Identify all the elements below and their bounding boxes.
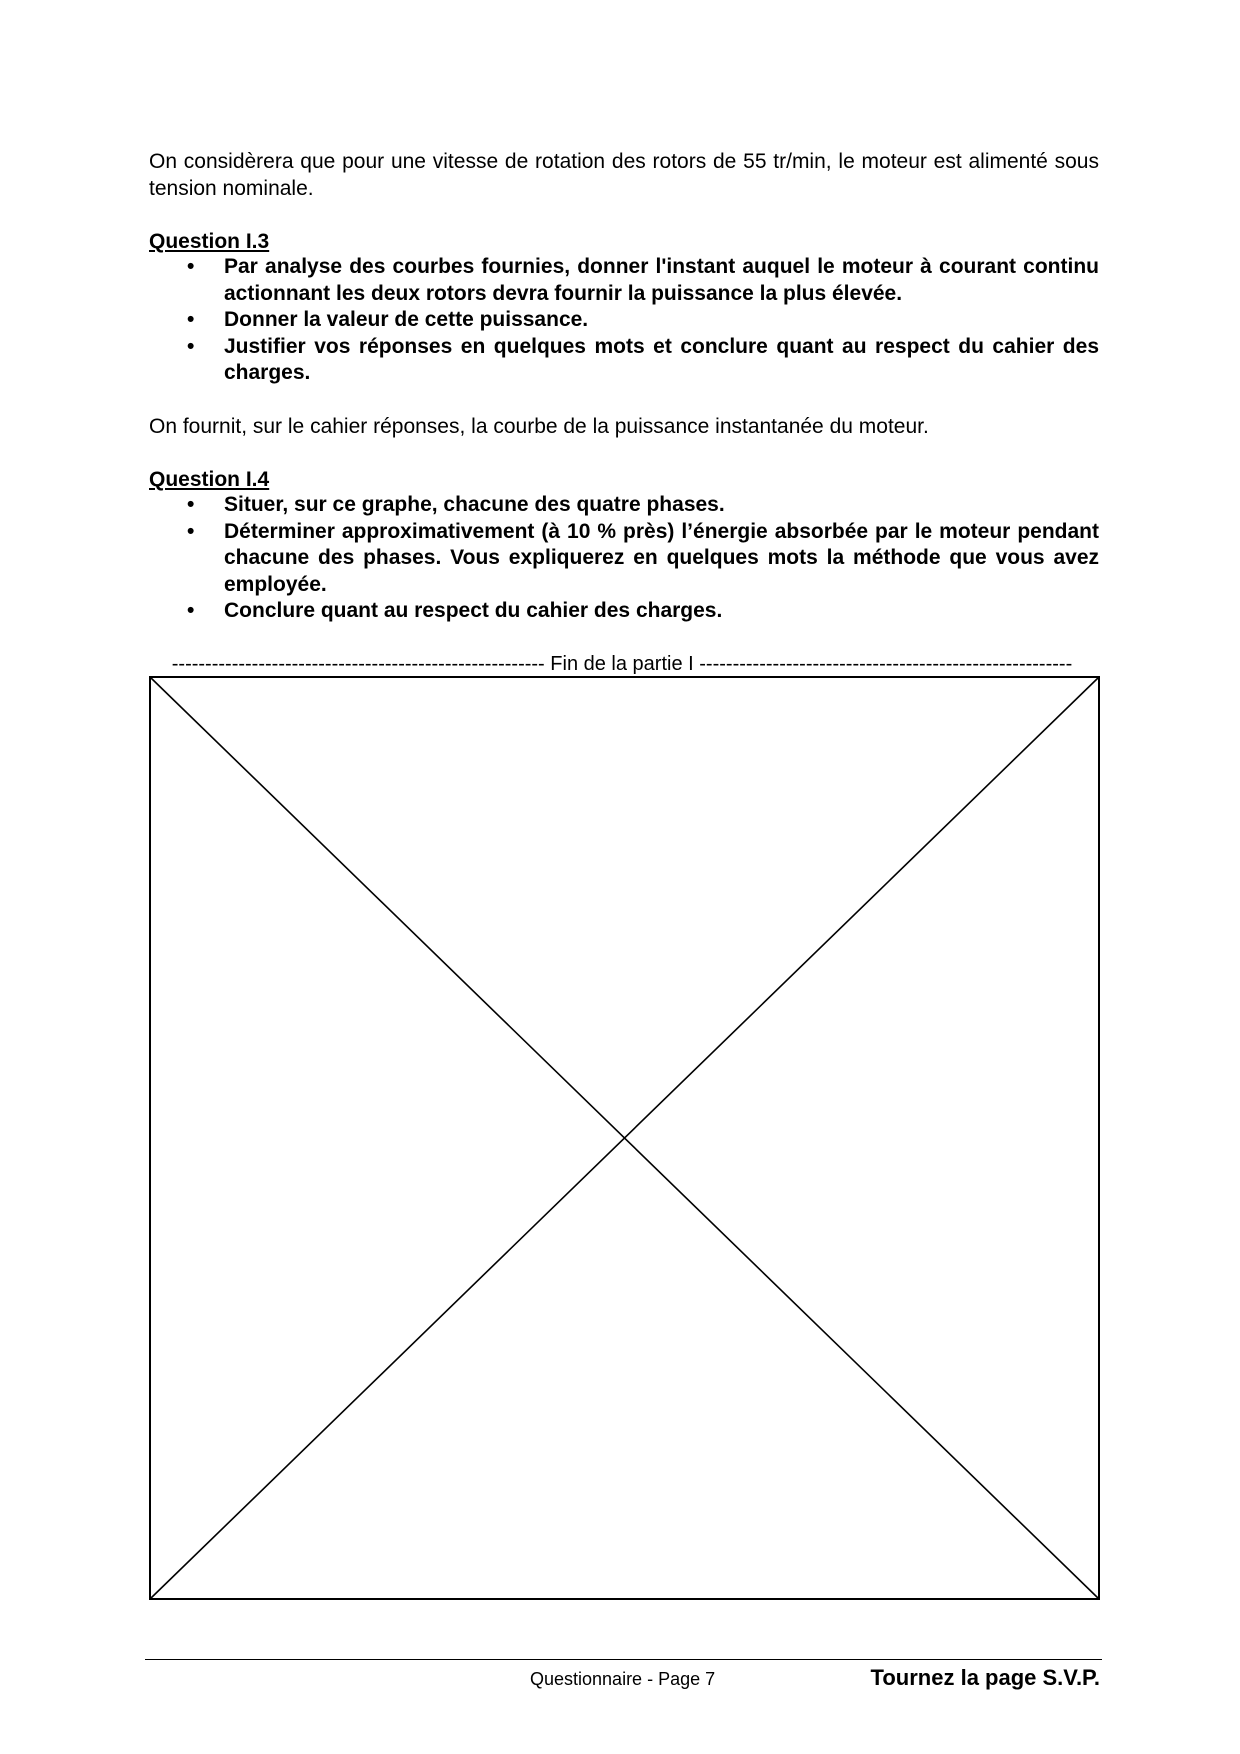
question-1-4-item xyxy=(149,519,1099,599)
question-1-3-item xyxy=(149,307,1099,334)
question-1-3-item xyxy=(149,334,1099,387)
question-1-3-heading: Question I.3 xyxy=(149,230,270,253)
question-1-3-item-text: Donner la valeur de cette puissance. xyxy=(224,308,589,331)
question-1-3-item-text: Par analyse des courbes fournies, donner l'instant auquel le moteur à courant continu actionnant les deux rotors devra fournir la puissance la plus élevée. xyxy=(224,255,1099,305)
question-1-4-item xyxy=(149,492,1099,519)
bullet-icon: • xyxy=(187,334,195,358)
intro-paragraph: On considèrera que pour une vitesse de rotation des rotors de 55 tr/min, le moteur est alimenté sous tension nominale. xyxy=(149,150,1099,200)
question-1-4-heading: Question I.4 xyxy=(149,468,270,491)
question-1-4-item-text: Conclure quant au respect du cahier des charges. xyxy=(224,599,723,622)
end-of-part-separator xyxy=(154,652,1090,676)
question-1-3-list xyxy=(149,254,1099,387)
footer-page-number: Questionnaire - Page 7 xyxy=(530,1669,716,1689)
footer-turn-page: Tournez la page S.V.P. xyxy=(870,1665,1100,1690)
question-1-4-item xyxy=(149,598,1099,625)
separator-label: Fin de la partie I xyxy=(550,653,694,675)
question-1-3-item xyxy=(149,254,1099,307)
bullet-icon: • xyxy=(187,493,195,516)
question-1-3-item-text: Justifier vos réponses en quelques mots et conclure quant au respect du cahier des charges. xyxy=(224,334,1099,384)
bullet-icon: • xyxy=(187,308,195,331)
question-1-4-item-text: Déterminer approximativement (à 10 % près) l’énergie absorbée par le moteur pendant chacune des phases. Vous expliquerez en quelques mots la méthode que vous avez employée. xyxy=(224,519,1099,596)
crossed-out-blank-area xyxy=(149,676,1100,1600)
separator-dashes-right: -------------------------------------------------------- xyxy=(699,653,1073,675)
question-1-4-list xyxy=(149,492,1099,625)
bullet-icon: • xyxy=(187,255,195,278)
question-1-4-item-text: Situer, sur ce graphe, chacune des quatre phases. xyxy=(224,493,725,516)
separator-dashes-left: -------------------------------------------------------- xyxy=(171,653,545,675)
given-curve-paragraph: On fournit, sur le cahier réponses, la courbe de la puissance instantanée du moteur. xyxy=(149,415,929,438)
bullet-icon: • xyxy=(187,519,195,543)
footer-divider xyxy=(145,1659,1102,1660)
bullet-icon: • xyxy=(187,599,195,622)
